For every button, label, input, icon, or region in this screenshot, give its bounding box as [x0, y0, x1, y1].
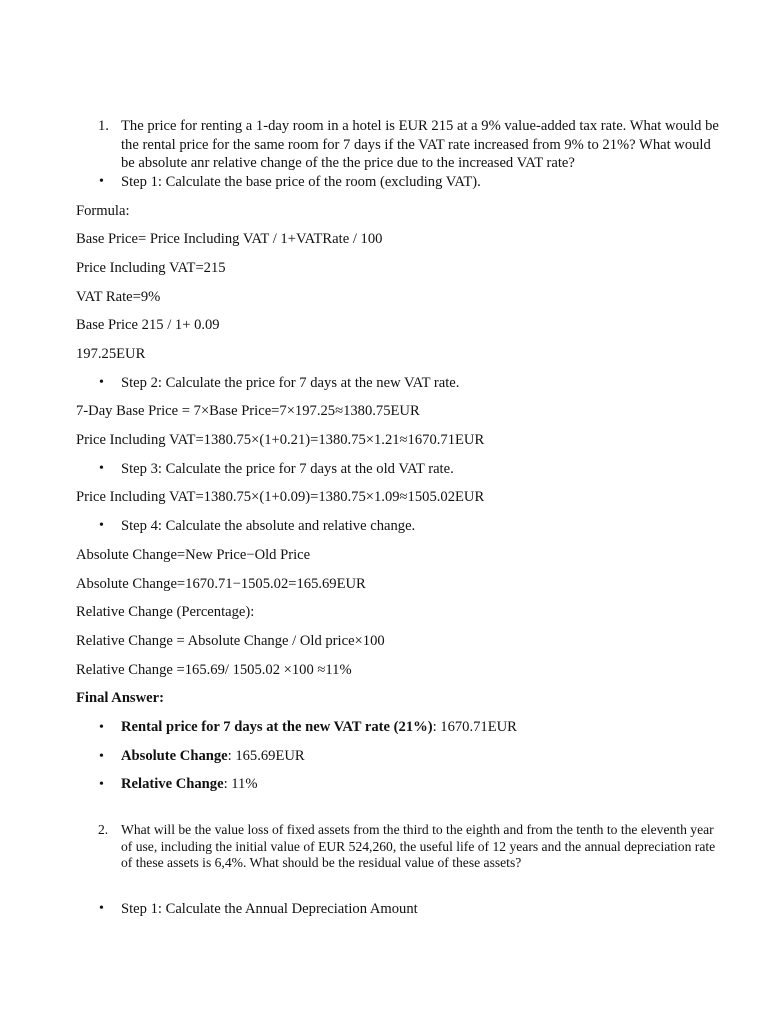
bullet-icon: •	[99, 901, 104, 916]
vat-rate: VAT Rate=9%	[76, 289, 161, 305]
base-price-calculation: Base Price 215 / 1+ 0.09	[76, 317, 220, 333]
step-3-text: Step 3: Calculate the price for 7 days at the old VAT rate.	[121, 461, 454, 477]
formula-label: Formula:	[76, 203, 130, 219]
answer-rental-price: Rental price for 7 days at the new VAT rate (21%): 1670.71EUR	[121, 719, 517, 735]
bullet-icon: •	[99, 461, 104, 476]
bullet-icon: •	[99, 720, 104, 735]
old-price-calculation: Price Including VAT=1380.75×(1+0.09)=1380.75×1.09≈1505.02EUR	[76, 489, 485, 505]
answer-relative-change: Relative Change: 11%	[121, 776, 258, 792]
absolute-change-calculation: Absolute Change=1670.71−1505.02=165.69EUR	[76, 576, 366, 592]
step-2-text: Step 2: Calculate the price for 7 days at the new VAT rate.	[121, 375, 460, 391]
price-including-vat: Price Including VAT=215	[76, 260, 226, 276]
answer-absolute-change: Absolute Change: 165.69EUR	[121, 748, 305, 764]
relative-change-calculation: Relative Change =165.69/ 1505.02 ×100 ≈11%	[76, 662, 352, 678]
formula-text: Base Price= Price Including VAT / 1+VATRate / 100	[76, 231, 383, 247]
question-2-step-1-text: Step 1: Calculate the Annual Depreciation Amount	[121, 901, 418, 917]
seven-day-base-price: 7-Day Base Price = 7×Base Price=7×197.25≈1380.75EUR	[76, 403, 420, 419]
base-price-result: 197.25EUR	[76, 346, 146, 362]
question-2-number: 2.	[98, 822, 109, 837]
step-4-text: Step 4: Calculate the absolute and relative change.	[121, 518, 416, 534]
bullet-icon: •	[99, 518, 104, 533]
relative-change-label: Relative Change (Percentage):	[76, 604, 255, 620]
absolute-change-formula: Absolute Change=New Price−Old Price	[76, 547, 311, 563]
question-1-text: The price for renting a 1-day room in a hotel is EUR 215 at a 9% value-added tax rate. What would be the rental price for the same room for 7 days if the VAT rate increased from 9% to 21%? What would be absolute anr relative change of the the price due to the increased VAT rate?	[121, 118, 719, 171]
bullet-icon: •	[99, 375, 104, 390]
new-price-calculation: Price Including VAT=1380.75×(1+0.21)=1380.75×1.21≈1670.71EUR	[76, 432, 485, 448]
bullet-icon: •	[99, 174, 104, 189]
step-1-text: Step 1: Calculate the base price of the room (excluding VAT).	[121, 174, 481, 190]
bullet-icon: •	[99, 777, 104, 792]
final-answer-label: Final Answer:	[76, 690, 164, 706]
relative-change-formula: Relative Change = Absolute Change / Old price×100	[76, 633, 385, 649]
bullet-icon: •	[99, 749, 104, 764]
question-2-text: What will be the value loss of fixed assets from the third to the eighth and from the tenth to the eleventh year of use, including the initial value of EUR 524,260, the useful life of 12 years and the annual depreciation rate of these assets is 6,4%. What should be the residual value of these assets?	[121, 822, 716, 871]
question-1-number: 1.	[98, 118, 109, 134]
